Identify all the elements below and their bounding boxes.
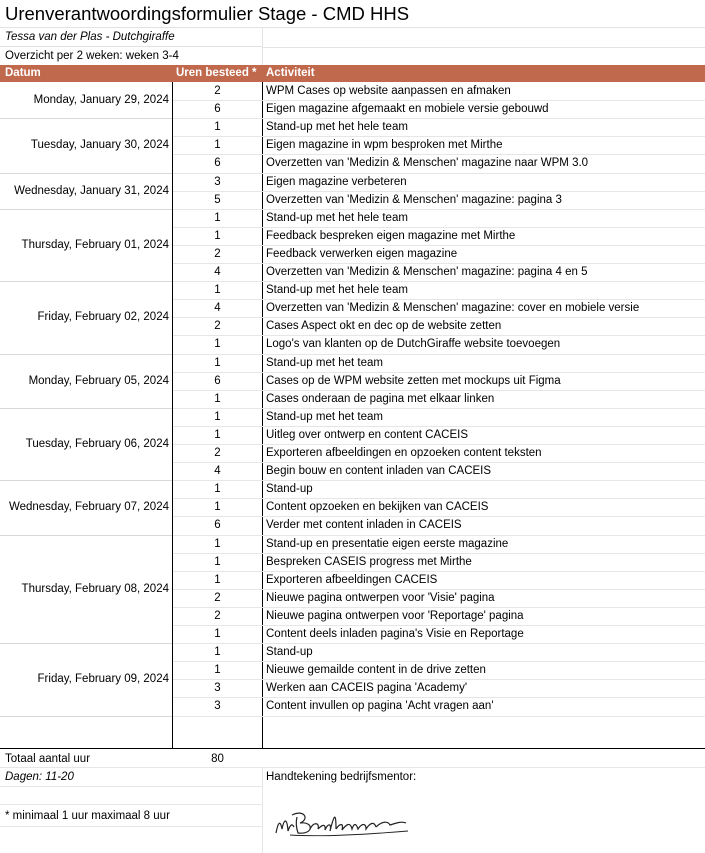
date-cell: Monday, February 05, 2024: [28, 374, 169, 387]
days-label: Dagen: 11-20: [5, 771, 74, 783]
grid-line: [0, 804, 263, 805]
grid-line: [262, 767, 263, 853]
activity-cell: Logo's van klanten op de DutchGiraffe website toevoegen: [266, 338, 561, 351]
date-cell: Friday, February 09, 2024: [37, 673, 169, 686]
date-cell: Tuesday, January 30, 2024: [30, 139, 169, 152]
hours-cell: 1: [214, 646, 221, 659]
date-cell: Wednesday, February 07, 2024: [8, 501, 169, 514]
date-cell: Thursday, February 01, 2024: [21, 238, 169, 251]
activity-cell: WPM Cases op website aanpassen en afmaken: [266, 85, 511, 97]
activity-cell: Eigen magazine verbeteren: [266, 175, 407, 188]
activity-cell: Stand-up met het team: [266, 410, 383, 423]
activity-cell: Cases Aspect okt en dec op de website zetten: [266, 320, 502, 333]
activity-cell: Stand-up met het hele team: [266, 284, 408, 297]
activity-cell: Cases onderaan de pagina met elkaar linken: [266, 392, 495, 405]
total-divider: [0, 748, 705, 749]
hours-cell: 2: [214, 447, 221, 459]
day-divider: [0, 535, 172, 536]
grid-line: [0, 786, 263, 787]
hours-cell: 6: [214, 157, 221, 170]
activity-cell: Nieuwe pagina ontwerpen voor 'Reportage' pagina: [266, 609, 524, 622]
activity-cell: Content invullen op pagina 'Acht vragen aan': [266, 700, 494, 713]
activity-cell: Overzetten van 'Medizin & Menschen' magazine naar WPM 3.0: [266, 157, 589, 170]
activity-cell: Bespreken CASEIS progress met Mirthe: [266, 555, 472, 568]
day-divider: [0, 716, 172, 717]
activity-cell: Stand-up en presentatie eigen eerste magazine: [266, 537, 509, 550]
activity-cell: Exporteren afbeeldingen en opzoeken content teksten: [266, 447, 542, 459]
hours-cell: 1: [214, 121, 221, 134]
activity-cell: Uitleg over ontwerp en content CACEIS: [266, 428, 468, 441]
hours-cell: 6: [214, 374, 221, 387]
header-hours: Uren besteed *: [176, 67, 257, 79]
hours-cell: 1: [214, 664, 221, 677]
day-divider: [0, 118, 172, 119]
activity-cell: Werken aan CACEIS pagina 'Academy': [266, 682, 468, 695]
activity-cell: Nieuwe pagina ontwerpen voor 'Visie' pagina: [266, 591, 495, 604]
activity-cell: Content deels inladen pagina's Visie en Reportage: [266, 628, 524, 640]
day-divider: [0, 354, 172, 355]
hours-cell: 4: [214, 266, 221, 278]
hours-cell: 1: [214, 537, 221, 550]
hours-cell: 1: [214, 211, 221, 224]
activity-cell: Overzetten van 'Medizin & Menschen' magazine: pagina 3: [266, 193, 562, 206]
activity-cell: Stand-up met het team: [266, 356, 383, 369]
hours-cell: 1: [214, 573, 221, 586]
date-cell: Tuesday, February 06, 2024: [25, 438, 169, 450]
mentor-signature: [270, 805, 415, 845]
activity-cell: Verder met content inladen in CACEIS: [266, 519, 462, 532]
page-title: Urenverantwoordingsformulier Stage - CMD HHS: [0, 0, 705, 28]
column-divider: [262, 82, 263, 748]
hours-cell: 2: [214, 247, 221, 260]
table-header: [0, 65, 705, 82]
hours-cell: 1: [214, 628, 221, 640]
hours-cell: 6: [214, 103, 221, 116]
hours-cell: 1: [214, 392, 221, 405]
activity-cell: Eigen magazine in wpm besproken met Mirthe: [266, 139, 503, 152]
hours-cell: 3: [214, 682, 221, 695]
hours-cell: 1: [214, 501, 221, 514]
date-cell: Thursday, February 08, 2024: [21, 582, 169, 595]
hours-cell: 2: [214, 320, 221, 333]
day-divider: [0, 408, 172, 409]
total-value: 80: [211, 753, 224, 765]
grid-line: [0, 826, 263, 827]
hours-cell: 1: [214, 284, 221, 297]
hours-cell: 1: [214, 139, 221, 152]
period-overview: Overzicht per 2 weken: weken 3-4: [0, 47, 263, 65]
total-label: Totaal aantal uur: [5, 753, 91, 765]
date-cell: Friday, February 02, 2024: [37, 311, 169, 324]
activity-cell: Content opzoeken en bekijken van CACEIS: [266, 501, 489, 514]
date-cell: Monday, January 29, 2024: [33, 94, 169, 107]
header-date: Datum: [5, 67, 41, 79]
row-divider: [173, 716, 705, 717]
hours-cell: 1: [214, 338, 221, 351]
grid-line: [263, 47, 705, 48]
activity-cell: Stand-up met het hele team: [266, 121, 408, 134]
hours-cell: 1: [214, 555, 221, 568]
date-cell: Wednesday, January 31, 2024: [14, 184, 169, 197]
activity-cell: Stand-up: [266, 483, 313, 496]
hours-cell: 2: [214, 591, 221, 604]
activity-cell: Begin bouw en content inladen van CACEIS: [266, 465, 492, 478]
header-activity: Activiteit: [266, 67, 315, 79]
hours-cell: 1: [214, 229, 221, 242]
signature-label: Handtekening bedrijfsmentor:: [266, 771, 417, 783]
day-divider: [0, 209, 172, 210]
hours-cell: 4: [214, 465, 221, 478]
hours-cell: 3: [214, 175, 221, 188]
day-divider: [0, 281, 172, 282]
activity-cell: Overzetten van 'Medizin & Menschen' magazine: pagina 4 en 5: [266, 266, 588, 278]
hours-cell: 6: [214, 519, 221, 532]
student-name: Tessa van der Plas - Dutchgiraffe: [0, 28, 263, 47]
hours-cell: 1: [214, 410, 221, 423]
activity-cell: Exporteren afbeeldingen CACEIS: [266, 573, 438, 586]
activity-cell: Feedback bespreken eigen magazine met Mirthe: [266, 229, 516, 242]
activity-cell: Cases op de WPM website zetten met mockups uit Figma: [266, 374, 561, 387]
hours-cell: 1: [214, 483, 221, 496]
hours-cell: 4: [214, 302, 221, 315]
hours-cell: 2: [214, 85, 221, 97]
hours-note: * minimaal 1 uur maximaal 8 uur: [5, 810, 170, 822]
activity-cell: Nieuwe gemailde content in de drive zetten: [266, 664, 486, 677]
day-divider: [0, 643, 172, 644]
hours-cell: 2: [214, 609, 221, 622]
activity-cell: Overzetten van 'Medizin & Menschen' magazine: cover en mobiele versie: [266, 302, 640, 315]
activity-cell: Feedback verwerken eigen magazine: [266, 247, 458, 260]
day-divider: [0, 480, 172, 481]
hours-cell: 3: [214, 700, 221, 713]
hours-cell: 1: [214, 428, 221, 441]
hours-cell: 5: [214, 193, 221, 206]
activity-cell: Stand-up met het hele team: [266, 211, 408, 224]
day-divider: [0, 173, 172, 174]
activity-cell: Stand-up: [266, 646, 313, 659]
hours-cell: 1: [214, 356, 221, 369]
activity-cell: Eigen magazine afgemaakt en mobiele versie gebouwd: [266, 103, 549, 116]
